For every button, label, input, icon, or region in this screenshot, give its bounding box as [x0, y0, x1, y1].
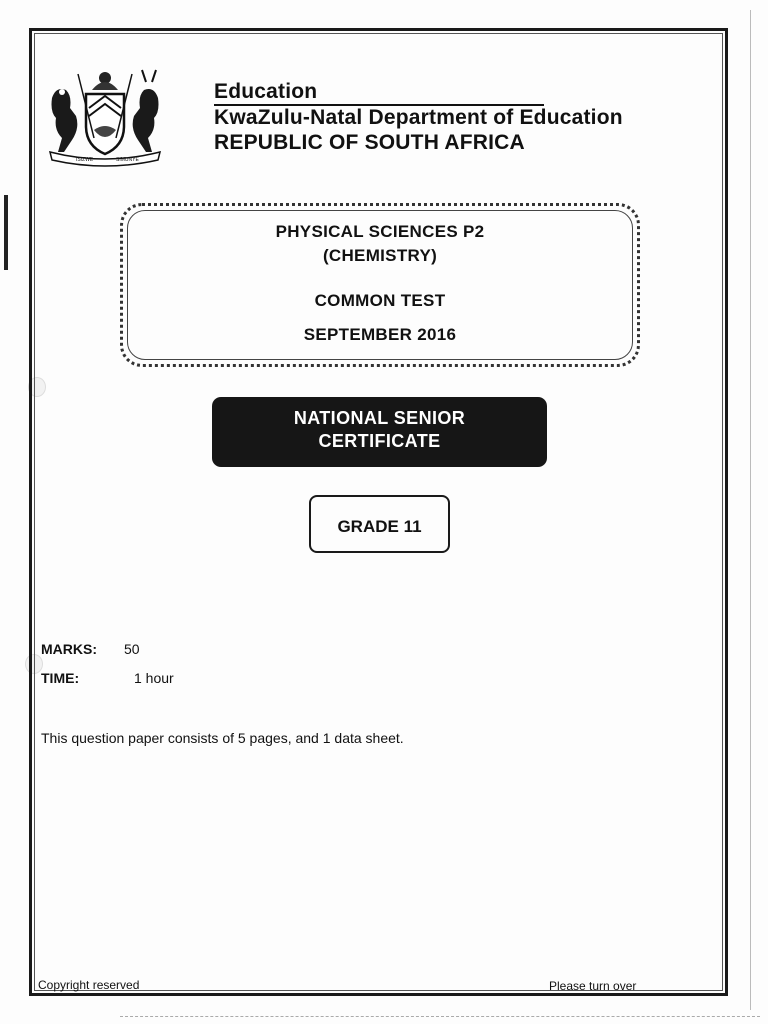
header-country: REPUBLIC OF SOUTH AFRICA — [214, 131, 525, 154]
subject-subtitle: (CHEMISTRY) — [322, 246, 438, 265]
page-count-note: This question paper consists of 5 pages, and 1 data sheet. — [41, 730, 404, 746]
subject-title: PHYSICAL SCIENCES P2 — [275, 222, 485, 241]
crest-motto-left: ISIZWE — [76, 157, 94, 163]
footer-copyright: Copyright reserved — [38, 978, 140, 992]
test-date: SEPTEMBER 2016 — [303, 325, 457, 344]
time-value: 1 hour — [134, 670, 174, 686]
footer-turn-over: Please turn over — [549, 979, 637, 993]
marks-value: 50 — [124, 641, 140, 657]
crest-motto-right: SIMUNYE — [116, 157, 139, 163]
certificate-line-1: NATIONAL SENIOR — [293, 408, 466, 428]
header-education: Education — [214, 80, 544, 106]
marks-label: MARKS: — [41, 641, 97, 657]
certificate-line-2: CERTIFICATE — [318, 431, 441, 451]
header-department: KwaZulu-Natal Department of Education — [214, 106, 623, 129]
scan-artifact-edge — [750, 10, 751, 1010]
grade-label: GRADE 11 — [337, 517, 422, 536]
scan-artifact-bar — [4, 195, 8, 270]
test-type: COMMON TEST — [314, 291, 446, 310]
scan-artifact-bottom — [120, 1016, 760, 1017]
coat-of-arms-icon — [42, 68, 168, 168]
time-label: TIME: — [41, 670, 80, 686]
